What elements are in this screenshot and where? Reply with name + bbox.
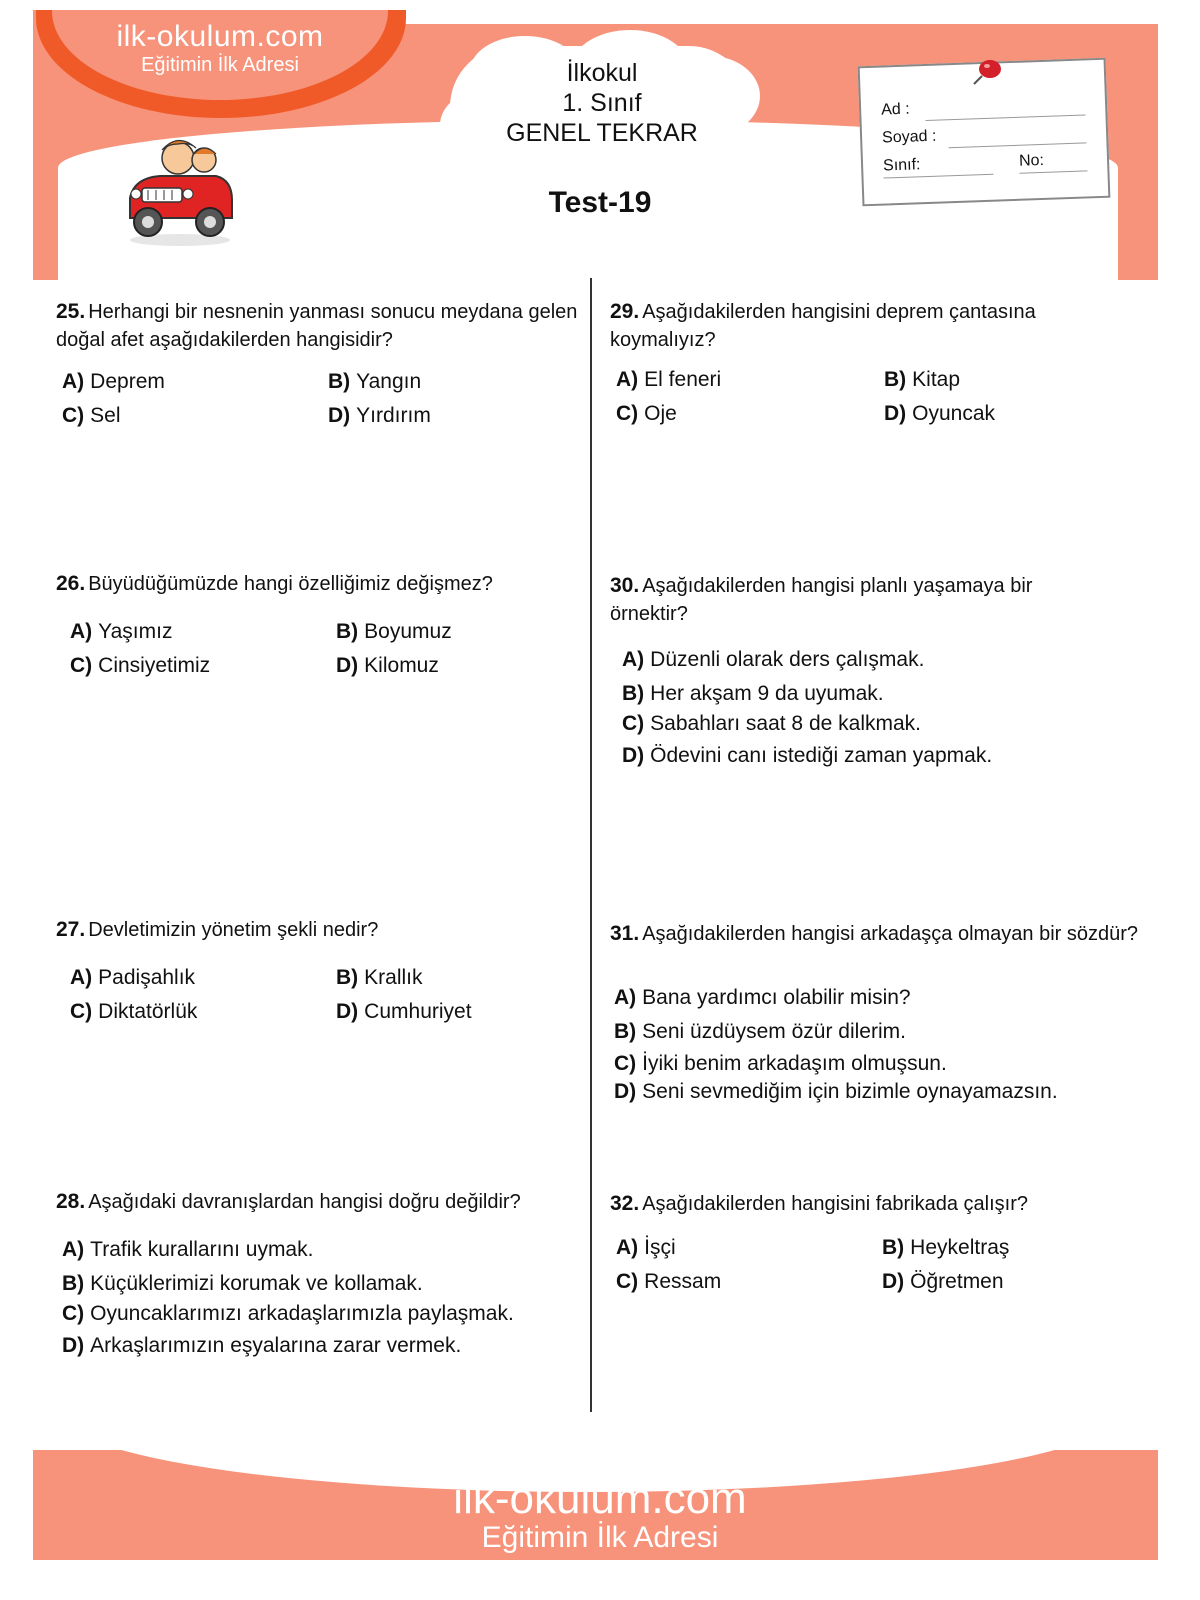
column-divider (590, 278, 592, 1424)
option-30-d[interactable] (622, 742, 992, 770)
footer-logo[interactable] (300, 1476, 900, 1554)
option-text: Her akşam 9 da uyumak. (650, 682, 884, 705)
option-label: A) (614, 986, 637, 1009)
option-text: Ressam (644, 1270, 722, 1293)
option-text: Öğretmen (910, 1270, 1004, 1293)
card-label-name: Ad : (880, 100, 910, 119)
option-31-a[interactable] (614, 984, 911, 1012)
question-number: 25. (56, 300, 86, 323)
option-text: Diktatörlük (98, 1000, 198, 1023)
option-label: B) (622, 682, 645, 705)
footer-site-name: ilk-okulum.com (453, 1474, 747, 1523)
option-text: Deprem (90, 370, 165, 393)
cartoon-car-icon (120, 128, 240, 248)
option-label: D) (614, 1080, 637, 1103)
option-29-c[interactable] (616, 400, 677, 428)
option-31-c[interactable] (614, 1050, 947, 1078)
question-text: Aşağıdakilerden hangisini deprem çantasına koymalıyız? (610, 301, 1036, 351)
footer-slogan: Eğitimin İlk Adresi (481, 1521, 719, 1554)
option-label: A) (62, 1238, 85, 1261)
option-28-a[interactable] (62, 1236, 313, 1264)
option-label: C) (70, 1000, 93, 1023)
option-26-b[interactable] (336, 618, 452, 646)
option-29-d[interactable] (884, 400, 995, 428)
option-label: D) (622, 744, 645, 767)
option-29-a[interactable] (616, 366, 721, 394)
option-31-b[interactable] (614, 1018, 906, 1046)
option-28-b[interactable] (62, 1270, 423, 1298)
option-text: El feneri (644, 368, 722, 391)
option-label: C) (70, 654, 93, 677)
option-26-a[interactable] (70, 618, 172, 646)
header-top-gap (400, 10, 1158, 24)
option-text: Düzenli olarak ders çalışmak. (650, 648, 925, 671)
question-28 (56, 1188, 586, 1216)
option-label: B) (62, 1272, 85, 1295)
option-text: Bana yardımcı olabilir misin? (642, 986, 911, 1009)
header-logo[interactable] (52, 20, 388, 77)
option-text: Padişahlık (98, 966, 196, 989)
option-text: Sel (90, 404, 121, 427)
option-text: Cumhuriyet (364, 1000, 472, 1023)
question-number: 28. (56, 1190, 86, 1213)
option-label: B) (336, 966, 359, 989)
option-label: B) (328, 370, 351, 393)
option-label: C) (616, 402, 639, 425)
option-label: A) (62, 370, 85, 393)
question-25 (56, 298, 586, 354)
option-25-b[interactable] (328, 368, 421, 396)
option-label: C) (62, 1302, 85, 1325)
option-text: Trafik kurallarını uymak. (90, 1238, 314, 1261)
option-32-b[interactable] (882, 1234, 1009, 1262)
option-29-b[interactable] (884, 366, 960, 394)
question-text: Devletimizin yönetim şekli nedir? (88, 919, 379, 941)
option-text: Oyuncak (912, 402, 996, 425)
question-text: Aşağıdaki davranışlardan hangisi doğru değildir? (88, 1191, 521, 1213)
option-text: Boyumuz (364, 620, 452, 643)
question-number: 26. (56, 572, 86, 595)
option-27-d[interactable] (336, 998, 472, 1026)
cloud-line-school: İlkokul (566, 59, 638, 87)
option-text: İyiki benim arkadaşım olmuşsun. (642, 1052, 947, 1075)
option-text: Kitap (912, 368, 961, 391)
option-label: A) (616, 368, 639, 391)
question-number: 29. (610, 300, 640, 323)
question-29 (610, 298, 1140, 354)
option-label: B) (336, 620, 359, 643)
option-27-b[interactable] (336, 964, 423, 992)
question-number: 30. (610, 574, 640, 597)
option-label: B) (882, 1236, 905, 1259)
question-text: Aşağıdakilerden hangisi arkadaşça olmayan bir sözdür? (642, 923, 1139, 945)
option-text: Arkaşlarımızın eşyalarına zarar vermek. (90, 1334, 462, 1357)
option-30-c[interactable] (622, 710, 921, 738)
question-26 (56, 570, 586, 598)
question-text: Aşağıdakilerden hangisi planlı yaşamaya bir örnektir? (610, 575, 1033, 625)
option-label: B) (614, 1020, 637, 1043)
option-text: Yangın (356, 370, 422, 393)
option-25-c[interactable] (62, 402, 121, 430)
option-text: Oje (644, 402, 677, 425)
option-26-c[interactable] (70, 652, 210, 680)
question-32 (610, 1190, 1140, 1218)
option-label: C) (62, 404, 85, 427)
logo-slogan: Eğitimin İlk Adresi (141, 54, 299, 76)
option-label: C) (616, 1270, 639, 1293)
option-label: A) (616, 1236, 639, 1259)
card-label-class: Sınıf: (882, 156, 921, 175)
question-27 (56, 916, 586, 944)
option-text: İşçi (644, 1236, 676, 1259)
option-label: A) (70, 966, 93, 989)
question-text: Büyüdüğümüzde hangi özelliğimiz değişmez? (88, 573, 493, 595)
option-27-c[interactable] (70, 998, 197, 1026)
option-26-d[interactable] (336, 652, 439, 680)
option-31-d[interactable] (614, 1078, 1058, 1106)
option-text: Kilomuz (364, 654, 439, 677)
option-text: Krallık (364, 966, 423, 989)
option-25-a[interactable] (62, 368, 165, 396)
option-text: Seni üzdüysem özür dilerim. (642, 1020, 906, 1043)
option-text: Seni sevmediğim için bizimle oynayamazsın. (642, 1080, 1058, 1103)
option-label: A) (622, 648, 645, 671)
option-32-a[interactable] (616, 1234, 676, 1262)
option-27-a[interactable] (70, 964, 195, 992)
option-28-c[interactable] (62, 1300, 514, 1328)
question-text: Herhangi bir nesnenin yanması sonucu meydana gelen doğal afet aşağıdakilerden hangisidir? (56, 301, 578, 351)
option-text: Oyuncaklarımızı arkadaşlarımızla paylaşmak. (90, 1302, 514, 1325)
option-label: D) (882, 1270, 905, 1293)
option-32-d[interactable] (882, 1268, 1004, 1296)
option-label: C) (622, 712, 645, 735)
question-text: Aşağıdakilerden hangisini fabrikada çalışır? (642, 1193, 1028, 1215)
option-text: Ödevini canı istediği zaman yapmak. (650, 744, 993, 767)
option-label: D) (328, 404, 351, 427)
option-label: C) (614, 1052, 637, 1075)
option-25-d[interactable] (328, 402, 431, 430)
question-number: 31. (610, 922, 640, 945)
push-pin-icon (968, 58, 1002, 88)
cloud-line-grade: 1. Sınıf (562, 89, 642, 117)
option-text: Cinsiyetimiz (98, 654, 211, 677)
test-title: Test-19 (548, 186, 652, 219)
option-label: B) (884, 368, 907, 391)
option-text: Yaşımız (98, 620, 173, 643)
option-label: A) (70, 620, 93, 643)
option-label: D) (62, 1334, 85, 1357)
question-number: 27. (56, 918, 86, 941)
option-30-a[interactable] (622, 646, 924, 674)
option-text: Heykeltraş (910, 1236, 1010, 1259)
cloud-line-topic: GENEL TEKRAR (506, 119, 698, 147)
option-28-d[interactable] (62, 1332, 461, 1360)
option-30-b[interactable] (622, 680, 884, 708)
logo-site-name: ilk-okulum.com (116, 20, 324, 53)
option-text: Yırdırım (356, 404, 431, 427)
option-label: D) (336, 1000, 359, 1023)
question-31 (610, 920, 1140, 948)
question-number: 32. (610, 1192, 640, 1215)
option-text: Küçüklerimizi korumak ve kollamak. (90, 1272, 423, 1295)
card-label-surname: Soyad : (881, 127, 937, 147)
question-30 (610, 572, 1110, 628)
option-label: D) (884, 402, 907, 425)
card-label-number: No: (1018, 151, 1045, 170)
option-text: Sabahları saat 8 de kalkmak. (650, 712, 921, 735)
option-32-c[interactable] (616, 1268, 721, 1296)
cloud-title (452, 58, 752, 148)
option-label: D) (336, 654, 359, 677)
